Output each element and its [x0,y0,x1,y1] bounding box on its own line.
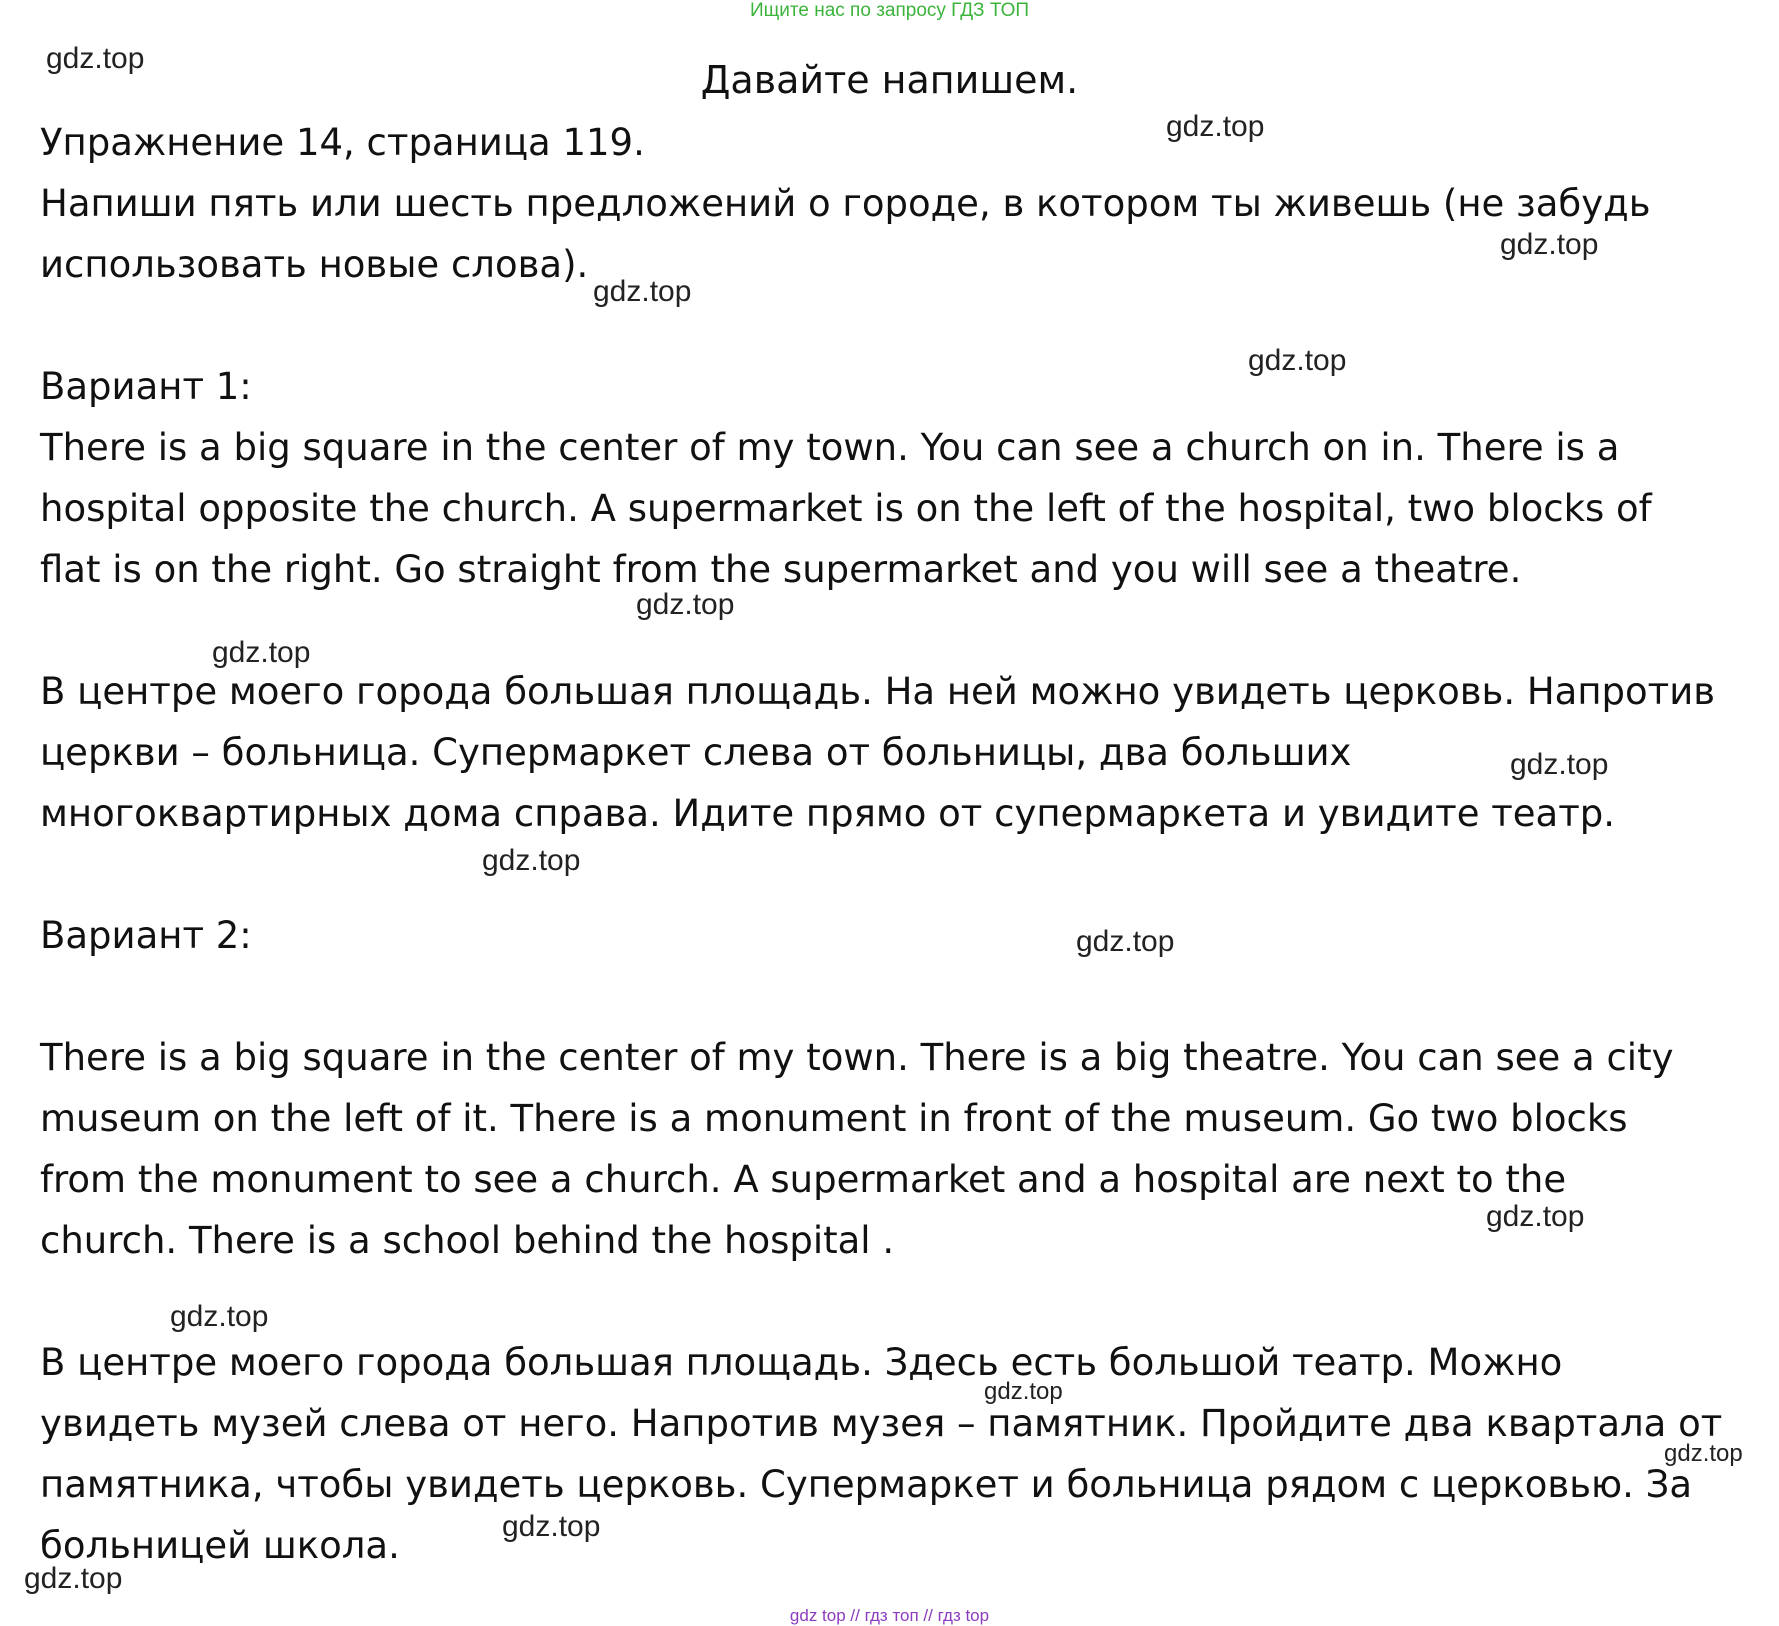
variant1-label: Вариант 1: [40,365,252,408]
watermark: gdz.top [1248,344,1347,377]
variant2-russian: В центре моего города большая площадь. Здесь есть большой театр. Можно увидеть музей слева от него. Напротив музея – памятник. Пройдите два квартала от памятника, чтобы увидеть церковь. Супермаркет и больница рядом с церковью. За больницей школа. [40,1341,1723,1567]
watermark: gdz.top [482,844,581,877]
watermark: gdz.top [636,588,735,621]
spacer [40,1271,1750,1332]
exercise-heading: Упражнение 14, страница 119. [40,121,645,164]
variant2-label: Вариант 2: [40,914,252,957]
exercise-task: Напиши пять или шесть предложений о городе, в котором ты живешь (не забудь использовать новые слова). [40,182,1651,286]
variant1-russian: В центре моего города большая площадь. На ней можно увидеть церковь. Напротив церкви – больница. Супермаркет слева от больницы, два больших многоквартирных дома справа. Идите прямо от супермаркета и увидите театр. [40,670,1716,835]
top-banner: Ищите нас по запросу ГДЗ ТОП [749,0,1030,21]
document-body [40,112,1750,1576]
spacer [40,966,1750,1027]
watermark: gdz.top [1510,748,1609,781]
variant1-english: There is a big square in the center of my town. You can see a church on in. There is a hospital opposite the church. A supermarket is on the left of the hospital, two blocks of flat is on the right. Go straight from the supermarket and you will see a theatre. [40,426,1652,591]
bottom-footer: gdz top // гдз топ // гдз top [789,1606,990,1625]
watermark: gdz.top [1486,1200,1585,1233]
watermark: gdz.top [1076,925,1175,958]
watermark: gdz.top [24,1562,123,1595]
watermark: gdz.top [46,42,145,75]
watermark: gdz.top [1664,1440,1743,1467]
watermark: gdz.top [984,1378,1063,1405]
watermark: gdz.top [1500,228,1599,261]
variant2-english: There is a big square in the center of my town. There is a big theatre. You can see a city museum on the left of it. There is a monument in front of the museum. Go two blocks from the monument to see a church. A supermarket and a hospital are next to the church. There is a school behind the hospital . [40,1036,1674,1262]
page-title: Давайте напишем. [700,58,1079,102]
watermark: gdz.top [502,1510,601,1543]
watermark: gdz.top [170,1300,269,1333]
spacer [40,844,1750,905]
watermark: gdz.top [593,275,692,308]
watermark: gdz.top [1166,110,1265,143]
spacer [40,295,1750,356]
watermark: gdz.top [212,636,311,669]
